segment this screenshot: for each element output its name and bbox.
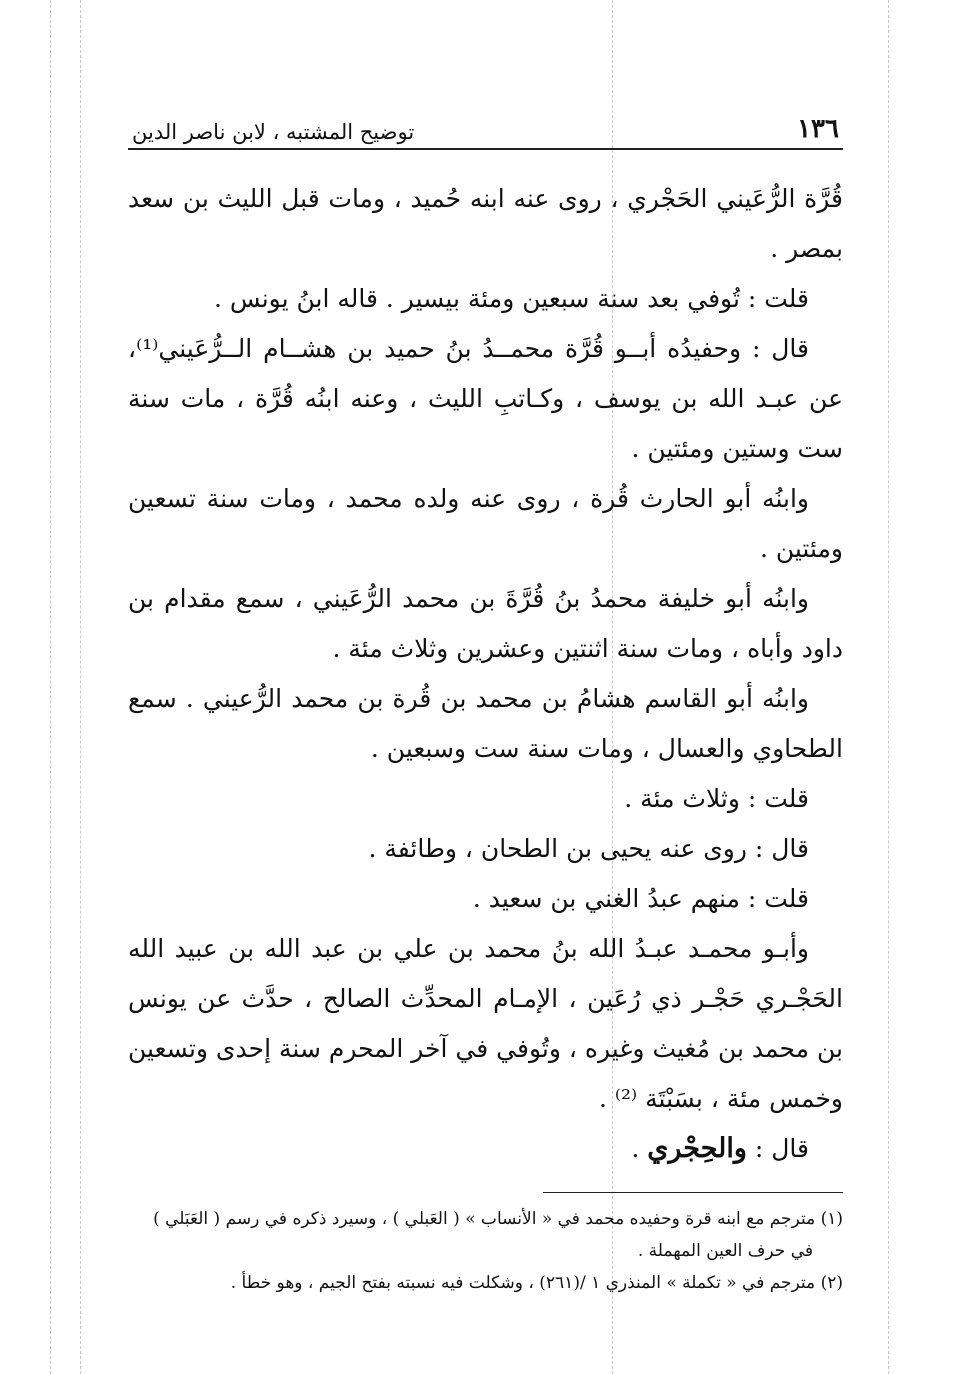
paragraph: قُرَّة الرُّعَيني الحَجْري ، روى عنه ابنه حُميد ، ومات قبل الليث بن سعد بمصر .	[128, 184, 843, 263]
scan-artifact-line	[50, 0, 51, 1374]
paragraph: قلت : تُوفي بعد سنة سبعين ومئة بيسير . قاله ابنُ يونس .	[213, 284, 809, 313]
entry-suffix: .	[631, 1134, 640, 1163]
scan-artifact-line	[80, 0, 81, 1374]
footnote-text: (٢) مترجم في « تكملة » المنذري ١ /(٢٦١) ، وشكلت فيه نسبته بفتح الجيم ، وهو خطأ .	[230, 1273, 843, 1293]
footnote-continuation: في حرف العين المهملة .	[637, 1241, 813, 1261]
footnotes	[128, 1203, 843, 1299]
paragraph: قال : روى عنه يحيى بن الطحان ، وطائفة .	[368, 834, 809, 863]
footnote-text: (١) مترجم مع ابنه قرة وحفيده محمد في « الأنساب » ( العَبلي ) ، وسيرد ذكره في رسم ( العَبَلي )	[153, 1209, 843, 1229]
footnote-divider	[543, 1192, 843, 1193]
page-number: ١٣٦	[797, 114, 839, 144]
entry-keyword: والحِجْري	[647, 1133, 747, 1164]
entry-heading-line	[128, 1124, 843, 1174]
page-body	[128, 174, 843, 1174]
scan-artifact-line	[888, 0, 889, 1374]
footnote-1	[128, 1203, 843, 1267]
paragraph: قال : وحفيدُه أبــو قُرَّة محمــدُ بنُ حميد بن هشــام الــرُّعَيني⁽¹⁾، عن عبـد الله بن يوسف ، وكـاتبِ الليث ، وعنه ابنُه قُرَّة ، مات سنة ست وستين ومئتين .	[128, 334, 843, 463]
footnote-2	[128, 1267, 843, 1299]
paragraph: قلت : منهم عبدُ الغني بن سعيد .	[472, 884, 809, 913]
page-header	[128, 96, 843, 150]
paragraph: وابنُه أبو خليفة محمدُ بنُ قُرَّةَ بن محمد الرُّعَيني ، سمع مقدام بن داود وأباه ، ومات سنة اثنتين وعشرين وثلاث مئة .	[128, 584, 843, 663]
paragraph: وابنُه أبو الحارث قُرة ، روى عنه ولده محمد ، ومات سنة تسعين ومئتين .	[128, 484, 843, 563]
running-title: توضيح المشتبه ، لابن ناصر الدين	[132, 120, 415, 144]
book-page	[128, 96, 843, 1299]
paragraph: وأبـو محمـد عبـدُ الله بنُ محمد بن علي بن عبد الله بن عبيد الله الحَجْـري حَجْـر ذي رُعَين ، الإمـام المحدِّث الصالح ، حدَّث عن يونس بن محمد بن مُغيث وغيره ، وتُوفي في آخر المحرم سنة إحدى وتسعين وخمس مئة ، بسَبْتَة ⁽²⁾ .	[128, 934, 843, 1113]
paragraph: قلت : وثلاث مئة .	[624, 784, 809, 813]
entry-prefix: قال :	[754, 1134, 809, 1163]
paragraph: وابنُه أبو القاسم هشامُ بن محمد بن قُرة بن محمد الرُّعيني . سمع الطحاوي والعسال ، ومات سنة ست وسبعين .	[128, 684, 843, 763]
